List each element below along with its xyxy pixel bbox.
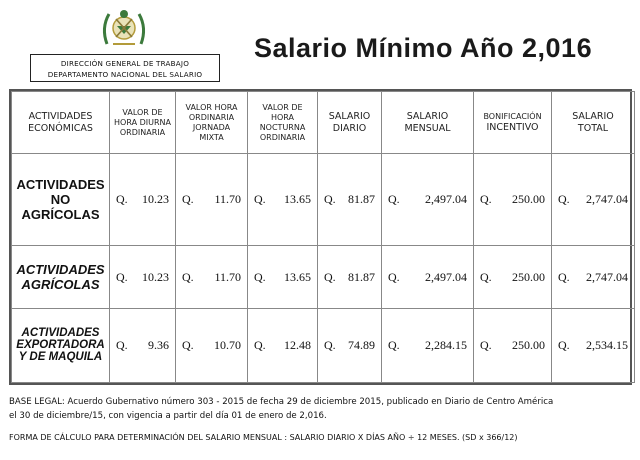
cell-salario-diario: Q. 74.89 (318, 308, 382, 382)
cell-salario-mensual: Q. 2,284.15 (382, 308, 474, 382)
row-label-agricolas: ACTIVIDADES AGRÍCOLAS (12, 246, 110, 308)
table-row (12, 308, 635, 382)
cell-salario-mensual: Q. 2,497.04 (382, 246, 474, 308)
cell-bonificacion: Q. 250.00 (474, 308, 552, 382)
cell-hora-mixta: Q. 11.70 (176, 154, 248, 246)
row-label-exportadora-maquila: ACTIVIDADES EXPORTADORA Y DE MAQUILA (12, 308, 110, 382)
cell-hora-nocturna: Q. 12.48 (248, 308, 318, 382)
agency-line-1: DIRECCIÓN GENERAL DE TRABAJO (60, 59, 190, 68)
cell-salario-diario: Q. 81.87 (318, 154, 382, 246)
cell-salario-diario: Q. 81.87 (318, 246, 382, 308)
cell-salario-total: Q. 2,747.04 (552, 154, 635, 246)
cell-salario-mensual: Q. 2,497.04 (382, 154, 474, 246)
cell-hora-mixta: Q. 11.70 (176, 246, 248, 308)
cell-hora-diurna: Q. 9.36 (110, 308, 176, 382)
agency-line-2: DEPARTAMENTO NACIONAL DEL SALARIO (47, 70, 203, 79)
column-header-hora-nocturna: VALOR DE HORA NOCTURNA ORDINARIA (248, 92, 318, 154)
column-header-salario-diario: SALARIO DIARIO (318, 92, 382, 154)
cell-hora-nocturna: Q. 13.65 (248, 246, 318, 308)
column-header-salario-total: SALARIO TOTAL (552, 92, 635, 154)
table-row (12, 154, 635, 246)
cell-hora-mixta: Q. 10.70 (176, 308, 248, 382)
agency-box (30, 54, 220, 82)
column-header-hora-mixta: VALOR HORA ORDINARIA JORNADA MIXTA (176, 92, 248, 154)
page-title: Salario Mínimo Año 2,016 (254, 33, 593, 63)
base-legal-line-1: BASE LEGAL: Acuerdo Gubernativo número 303 - 2015 de fecha 29 de diciembre 2015, publicado en Diario de Centro América (9, 397, 554, 407)
column-header-bonificacion: BONIFICACIÓN INCENTIVO (474, 92, 552, 154)
cell-salario-total: Q. 2,747.04 (552, 246, 635, 308)
coat-of-arms-icon (99, 6, 149, 50)
legal-footer (9, 396, 633, 445)
table-header-row (12, 92, 635, 154)
column-header-hora-diurna: VALOR DE HORA DIURNA ORDINARIA (110, 92, 176, 154)
salary-table (9, 89, 632, 385)
header (0, 0, 640, 90)
column-header-salario-mensual: SALARIO MENSUAL (382, 92, 474, 154)
cell-salario-total: Q. 2,534.15 (552, 308, 635, 382)
cell-hora-diurna: Q. 10.23 (110, 246, 176, 308)
column-header-actividades: ACTIVIDADES ECONÓMICAS (12, 92, 110, 154)
row-label-no-agricolas: ACTIVIDADES NO AGRÍCOLAS (12, 154, 110, 246)
cell-bonificacion: Q. 250.00 (474, 246, 552, 308)
cell-bonificacion: Q. 250.00 (474, 154, 552, 246)
cell-hora-diurna: Q. 10.23 (110, 154, 176, 246)
table-row (12, 246, 635, 308)
cell-hora-nocturna: Q. 13.65 (248, 154, 318, 246)
base-legal-line-2: el 30 de diciembre/15, con vigencia a partir del día 01 de enero de 2,016. (9, 410, 327, 421)
calculation-formula: FORMA DE CÁLCULO PARA DETERMINACIÓN DEL SALARIO MENSUAL : SALARIO DIARIO X DÍAS AÑO ÷ 12 MESES. (SD x 366/12) (9, 433, 518, 442)
